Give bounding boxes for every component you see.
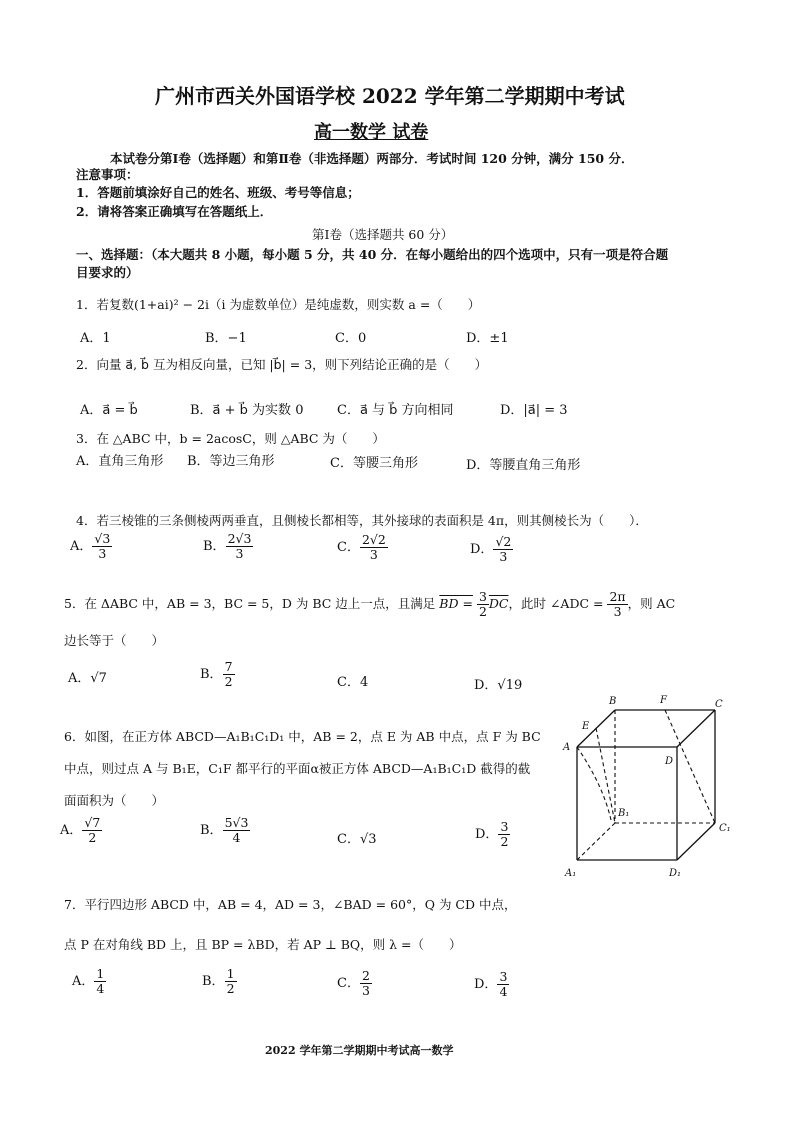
q1-option-d: D．±1	[466, 331, 509, 346]
exam-intro: 本试卷分第Ⅰ卷（选择题）和第Ⅱ卷（非选择题）两部分．考试时间 120 分钟，满分 150 分．	[110, 151, 634, 166]
q5-vec-dc: $\overline{DC}$	[488, 596, 509, 611]
q2-option-d: D．|a⃗| = 3	[500, 403, 568, 418]
q1-option-c: C．0	[335, 331, 367, 346]
q5-stem-line1	[64, 590, 675, 619]
q7-option-c-label: C．	[337, 976, 360, 991]
notice-title: 注意事项：	[76, 167, 139, 182]
q3-option-a: A．直角三角形	[76, 454, 164, 469]
q5-option-b-frac	[223, 660, 235, 689]
q6-option-d-num: 3	[500, 819, 509, 834]
q4-option-c-frac	[360, 533, 388, 562]
q2-option-b: B．a⃗ + b⃗ 为实数 0	[190, 403, 304, 418]
q6-stem-line2: 中点，则过点 A 与 B₁E，C₁F 都平行的平面α被正方体 ABCD—A₁B₁C₁D 截得的截	[64, 761, 531, 776]
q5-option-c: C．4	[337, 675, 369, 690]
q4-option-b-frac	[226, 532, 254, 561]
q7-option-a-frac	[94, 967, 106, 996]
q2-stem: 2．向量 a⃗, b⃗ 互为相反向量，已知 |b⃗| = 3，则下列结论正确的是（ ）	[76, 357, 488, 372]
q5-coef-den: 2	[478, 604, 487, 619]
q6-option-b-label: B．	[200, 823, 223, 838]
q7-stem-line2: 点 P 在对角线 BD 上，且 BP = λBD，若 AP ⊥ BQ，则 λ =（ ）	[64, 937, 462, 952]
q7-option-d-den: 4	[499, 984, 508, 999]
q6-option-d-label: D．	[475, 827, 499, 842]
q4-option-a-den: 3	[98, 546, 107, 561]
q5-coef-frac	[477, 590, 489, 619]
exam-title: 广州市西关外国语学校 2022 学年第二学期期中考试	[155, 84, 625, 108]
segment-A-curve	[577, 747, 611, 820]
q4-option-a-frac	[92, 532, 112, 561]
q6-option-a-frac	[82, 816, 102, 845]
label-E: E	[582, 721, 590, 732]
q4-option-d	[470, 535, 513, 564]
q4-option-a	[70, 532, 112, 561]
label-B1: B₁	[618, 808, 630, 819]
edge-DC	[677, 710, 715, 747]
q7-option-d-num: 3	[499, 969, 508, 984]
q4-option-d-den: 3	[499, 549, 508, 564]
q4-option-d-label: D．	[470, 542, 494, 557]
q3-option-d: D．等腰直角三角形	[466, 458, 581, 473]
q6-option-c: C．√3	[337, 832, 377, 847]
q7-stem-line1: 7．平行四边形 ABCD 中，AB = 4，AD = 3，∠BAD = 60°，Q 为 CD 中点，	[64, 897, 517, 912]
q1-option-b: B．−1	[205, 331, 247, 346]
q1-option-a: A．1	[80, 331, 111, 346]
q6-option-d-frac	[498, 820, 510, 849]
q4-option-c-num: 2√2	[361, 532, 386, 547]
q4-option-b-den: 3	[235, 546, 244, 561]
q5-option-b-label: B．	[200, 667, 223, 682]
q6-option-a-den: 2	[88, 830, 97, 845]
q7-option-b-den: 2	[226, 981, 235, 996]
label-D1: D₁	[669, 868, 682, 879]
q6-option-b-num: 5√3	[224, 815, 249, 830]
q4-option-c-label: C．	[337, 540, 360, 555]
q5-stem-c: ，则 AC	[627, 596, 676, 611]
q7-option-d	[474, 970, 509, 999]
q6-option-a	[60, 816, 102, 845]
edge-D1C1	[677, 823, 715, 860]
q3-option-b: B．等边三角形	[187, 454, 275, 469]
q6-option-d-den: 2	[500, 834, 509, 849]
q5-coef-num: 3	[478, 589, 487, 604]
q6-option-b-frac	[223, 816, 251, 845]
segment-EB1	[596, 728, 615, 823]
q7-option-c-num: 2	[361, 968, 370, 983]
q3-option-c: C．等腰三角形	[330, 456, 418, 471]
q4-option-b-label: B．	[203, 539, 226, 554]
label-A: A	[563, 742, 571, 753]
q7-option-a-num: 1	[96, 966, 105, 981]
q2-option-a: A．a⃗ = b⃗	[80, 403, 138, 418]
q7-option-b-num: 1	[226, 966, 235, 981]
q4-option-c	[337, 533, 388, 562]
q7-option-d-frac	[497, 970, 509, 999]
q4-option-a-num: √3	[94, 531, 111, 546]
edge-B1A1	[577, 823, 615, 860]
q6-stem-line3: 面面积为（ ）	[64, 793, 165, 808]
exam-subtitle: 高一数学 试卷	[314, 122, 429, 143]
q7-option-a-label: A．	[72, 974, 95, 989]
label-F: F	[660, 695, 667, 706]
part-title: 第Ⅰ卷（选择题共 60 分）	[312, 227, 454, 242]
q7-option-d-label: D．	[474, 977, 498, 992]
q7-option-c-den: 3	[361, 983, 370, 998]
q5-option-b-den: 2	[224, 674, 233, 689]
q6-option-a-num: √7	[84, 815, 101, 830]
q7-option-c	[337, 969, 372, 998]
q5-option-b	[200, 660, 235, 689]
q7-option-a	[72, 967, 106, 996]
page-footer: 2022 学年第二学期期中考试高一数学	[265, 1044, 454, 1057]
label-B: B	[609, 696, 617, 707]
q5-stem-line2: 边长等于（ ）	[64, 633, 165, 648]
q1-stem: 1．若复数(1+ai)² − 2i（i 为虚数单位）是纯虚数，则实数 a =（ ）	[76, 297, 481, 312]
notice-item-1: 1．答题前填涂好自己的姓名、班级、考号等信息；	[76, 185, 360, 200]
q4-option-d-frac	[493, 535, 513, 564]
q6-option-d	[475, 820, 510, 849]
q5-option-a: A．√7	[68, 671, 107, 686]
q6-option-b-den: 4	[232, 830, 241, 845]
q5-option-d: D．√19	[474, 678, 523, 693]
q3-stem: 3．在 △ABC 中，b = 2acosC，则 △ABC 为（ ）	[76, 431, 385, 446]
q6-option-a-label: A．	[60, 823, 83, 838]
q2-option-c: C．a⃗ 与 b⃗ 方向相同	[337, 403, 454, 418]
q5-vec-bd: BD =	[439, 596, 473, 611]
q4-option-d-num: √2	[495, 534, 512, 549]
q5-option-b-num: 7	[224, 659, 233, 674]
q4-option-b-num: 2√3	[227, 531, 252, 546]
q7-option-b-frac	[225, 967, 237, 996]
label-C: C	[715, 699, 723, 710]
q6-stem-line1: 6．如图，在正方体 ABCD—A₁B₁C₁D₁ 中，AB = 2，点 E 为 AB 中点，点 F 为 BC	[64, 729, 541, 744]
q4-stem: 4．若三棱锥的三条侧棱两两垂直，且侧棱长都相等，其外接球的表面积是 4π，则其侧棱长为（ ）．	[76, 513, 648, 528]
section-instruction-line1: 一、选择题：（本大题共 8 小题，每小题 5 分，共 40 分．在每小题给出的四个选项中，只有一项是符合题	[76, 247, 669, 262]
q5-angle-frac	[607, 590, 627, 619]
cube-figure	[555, 690, 745, 885]
q4-option-b	[203, 532, 253, 561]
q7-option-b-label: B．	[202, 974, 225, 989]
notice-item-2: 2．请将答案正确填写在答题纸上．	[76, 204, 273, 219]
q5-angle-den: 3	[613, 604, 622, 619]
q5-angle-num: 2π	[609, 589, 626, 604]
section-instruction-line2: 目要求的）	[76, 265, 139, 280]
label-C1: C₁	[719, 823, 731, 834]
q7-option-c-frac	[360, 969, 372, 998]
q4-option-c-den: 3	[369, 547, 378, 562]
q6-option-b	[200, 816, 250, 845]
q5-stem-a: 5．在 ΔABC 中，AB = 3，BC = 5，D 为 BC 边上一点，且满足	[64, 596, 436, 611]
q4-option-a-label: A．	[70, 539, 93, 554]
label-D: D	[665, 756, 674, 767]
q5-stem-b: ，此时 ∠ADC =	[508, 596, 604, 611]
label-A1: A₁	[565, 868, 577, 879]
q7-option-b	[202, 967, 237, 996]
q7-option-a-den: 4	[96, 981, 105, 996]
